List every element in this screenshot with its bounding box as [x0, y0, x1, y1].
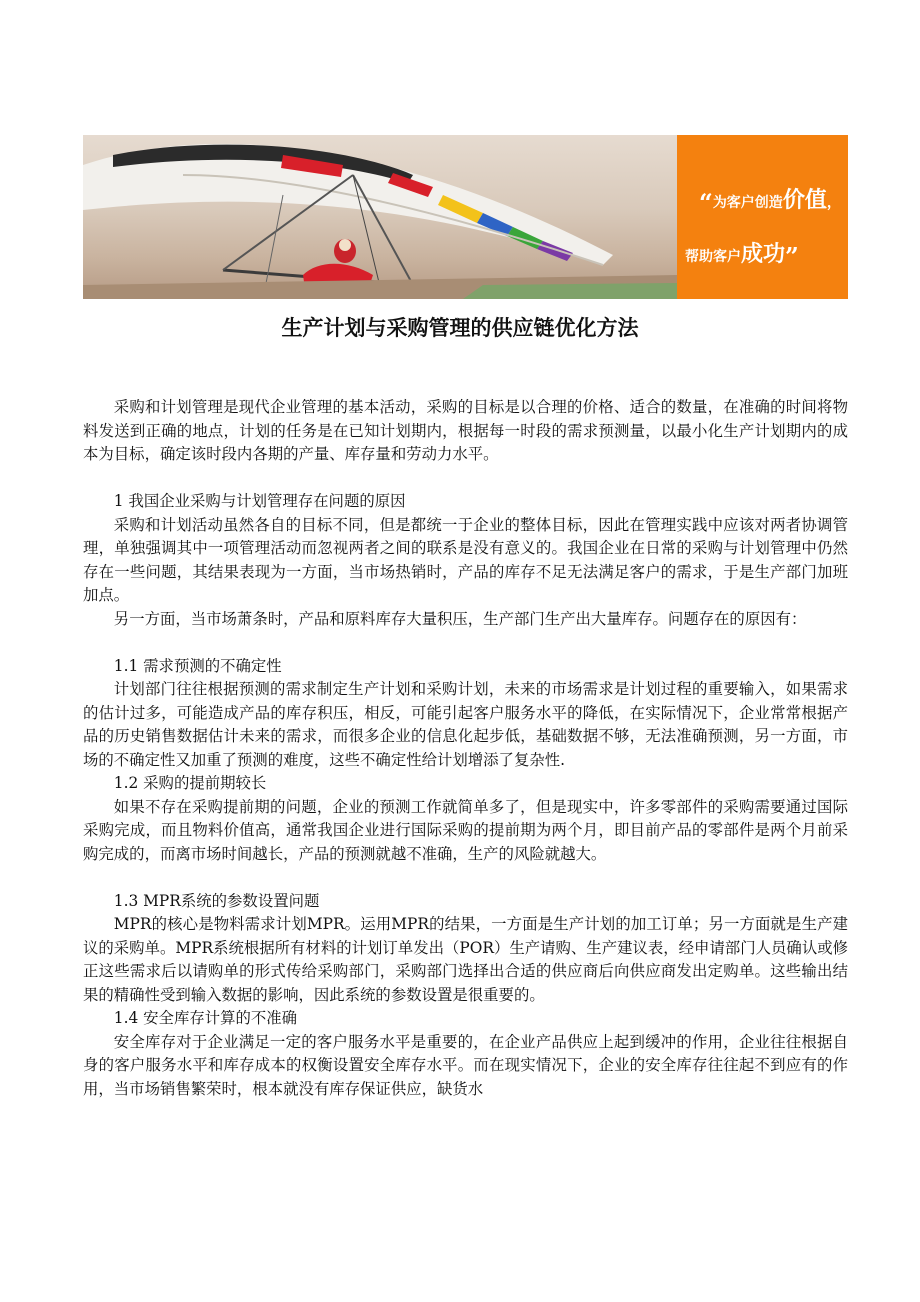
- section-1-3-paragraph: MPR的核心是物料需求计划MPR。运用MPR的结果，一方面是生产计划的加工订单；另一方面就是生产建议的采购单。MPR系统根据所有材料的计划订单发出（POR）生产请购、生产建议表，经申请部门人员确认或修正这些需求后以请购单的形式传给采购部门，采购部门选择出合适的供应商后向供应商发出定购单。这些输出结果的精确性受到输入数据的影响，因此系统的参数设置是很重要的。: [83, 915, 848, 1004]
- section-1-paragraph-1: 采购和计划活动虽然各自的目标不同，但是都统一于企业的整体目标，因此在管理实践中应该对两者协调管理，单独强调其中一项管理活动而忽视两者之间的联系是没有意义的。我国企业在日常的采购与计划管理中仍然存在一些问题，其结果表现为一方面，当市场热销时，产品的库存不足无法满足客户的需求，于是生产部门加班加点。: [83, 515, 848, 604]
- section-1-4-heading: 1.4 安全库存计算的不准确: [113, 1009, 298, 1027]
- section-1-1-paragraph: 计划部门往往根据预测的需求制定生产计划和采购计划，未来的市场需求是计划过程的重要输入，如果需求的估计过多，可能造成产品的库存积压，相反，可能引起客户服务水平的降低，在实际情况下，企业常常根据产品的历史销售数据估计未来的需求，而很多企业的信息化起步低，基础数据不够，无法准确预测，另一方面，市场的不确定性又加重了预测的难度，这些不确定性给计划增添了复杂性.: [83, 680, 848, 769]
- section-1-paragraph-2: 另一方面，当市场萧条时，产品和原料库存大量积压，生产部门生产出大量库存。问题存在的原因有：: [113, 609, 807, 628]
- slogan-line2-big: 成功: [741, 242, 786, 267]
- document-body: [83, 396, 848, 1101]
- section-1-2-heading: 1.2 采购的提前期较长: [113, 774, 267, 792]
- close-quote: ”: [785, 242, 799, 271]
- hang-glider-photo: [83, 135, 677, 299]
- slogan-line1-big: 价值: [782, 188, 827, 213]
- document-title: 生产计划与采购管理的供应链优化方法: [281, 316, 639, 340]
- slogan-line-2: [685, 237, 799, 271]
- header-banner: [83, 135, 848, 299]
- intro-paragraph: 采购和计划管理是现代企业管理的基本活动，采购的目标是以合理的价格、适合的数量，在准确的时间将物料发送到正确的地点，计划的任务是在已知计划期内，根据每一时段的需求预测量，以最小化生产计划期内的成本为目标，确定该时段内各期的产量、库存量和劳动力水平。: [83, 398, 848, 463]
- slogan-line1-small: 为客户创造: [712, 195, 783, 211]
- section-1-heading: 1 我国企业采购与计划管理存在问题的原因: [113, 492, 406, 510]
- section-1-4-paragraph: 安全库存对于企业满足一定的客户服务水平是重要的，在企业产品供应上起到缓冲的作用，企业往往根据自身的客户服务水平和库存成本的权衡设置安全库存水平。而在现实情况下，企业的安全库存往往起不到应有的作用，当市场销售繁荣时，根本就没有库存保证供应，缺货水: [83, 1032, 848, 1098]
- open-quote: “: [699, 188, 713, 217]
- section-1-3-heading: 1.3 MPR系统的参数设置问题: [113, 891, 320, 910]
- section-1-2-paragraph: 如果不存在采购提前期的问题，企业的预测工作就简单多了，但是现实中，许多零部件的采购需要通过国际采购完成，而且物料价值高，通常我国企业进行国际采购的提前期为两个月，即目前产品的零部件是两个月前采购完成的，而离市场时间越长，产品的预测就越不准确，生产的风险就越大。: [83, 797, 848, 863]
- slogan-panel: [677, 135, 848, 299]
- slogan-line-1: [699, 183, 841, 217]
- section-1-1-heading: 1.1 需求预测的不确定性: [113, 656, 282, 675]
- hang-glider-illustration: [83, 135, 677, 299]
- slogan-line1-end: ，: [826, 195, 841, 211]
- slogan-line2-small: 帮助客户: [685, 249, 741, 265]
